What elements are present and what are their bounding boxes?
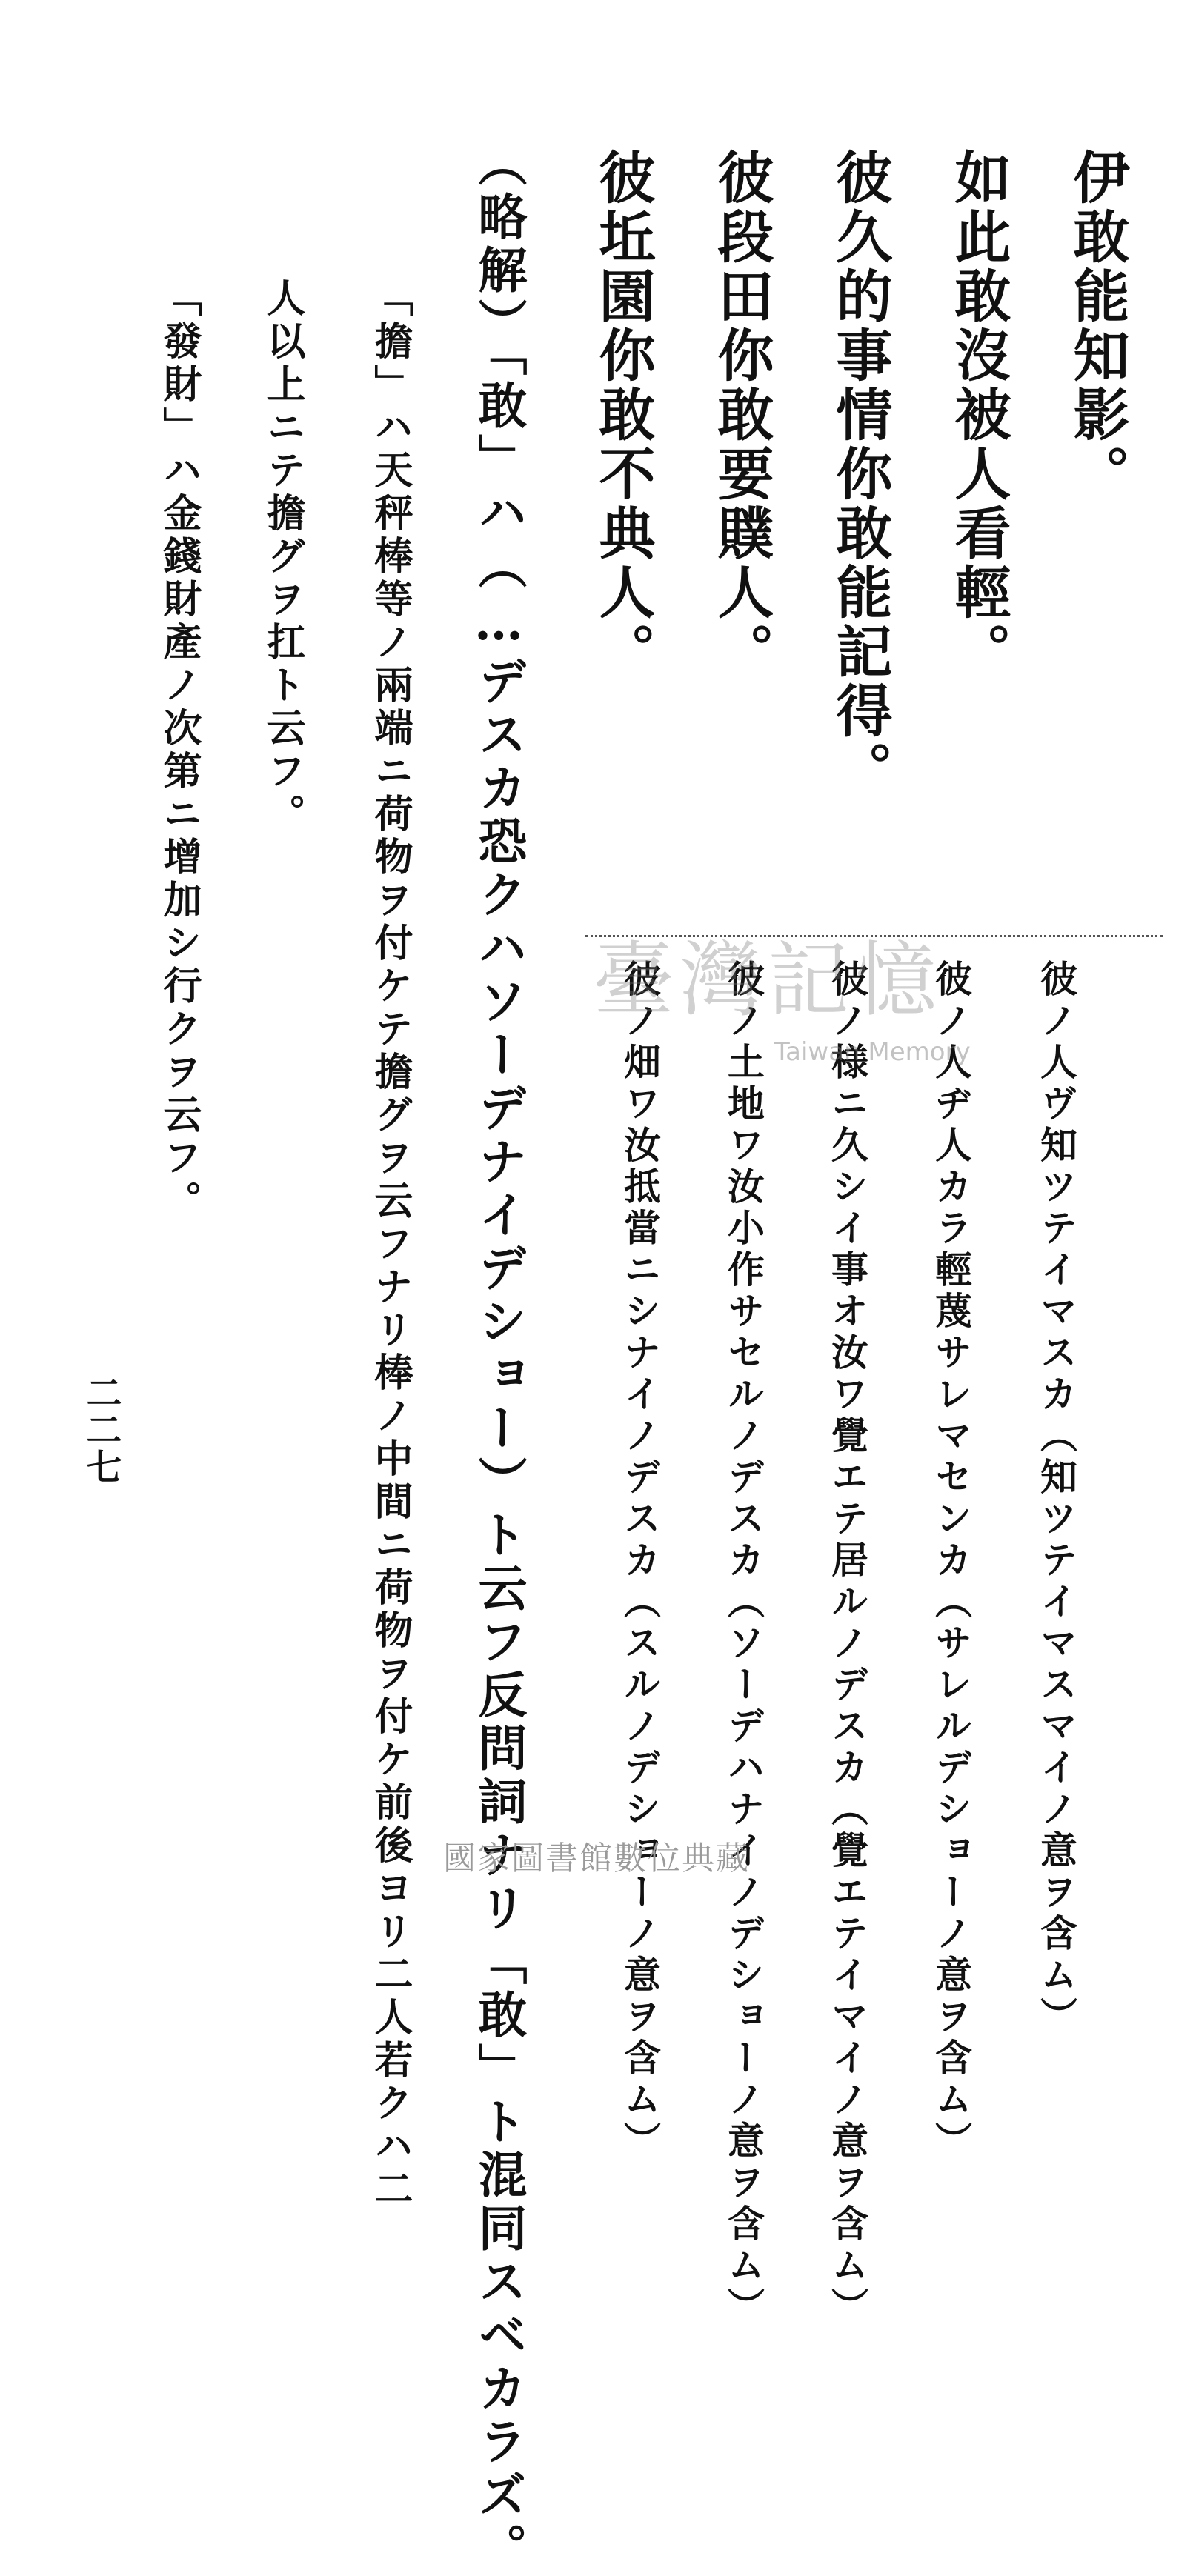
section-divider (585, 935, 1163, 937)
abbreviation-note: （略解）「敢」ハ（…デスカ恐クハソーデナイデショー）ト云フ反問詞ナリ「敢」ト混同スベカラズ。 (470, 138, 528, 2576)
translation-3: 彼ノ様ニ久シイ事オ汝ワ覺エテ居ルノデスカ（覺エテイマイノ意ヲ含ム） (825, 959, 869, 2329)
watermark-sub-text: Taiwan Memory (774, 1037, 971, 1067)
example-sentence-4: 彼段田你敢要贌人。 (708, 148, 774, 682)
example-sentence-3: 彼久的事情你敢能記得。 (827, 148, 893, 800)
dan-note-line-2: 人以上ニテ擔グヲ扛ト云フ。 (260, 278, 305, 836)
example-sentence-2: 如此敢沒被人看輕。 (946, 148, 1011, 682)
facai-note: 「發財」ハ金錢財產ノ次第ニ增加シ行クヲ云フ。 (156, 278, 202, 1223)
translation-2: 彼ノ人ヂ人カラ輕蔑サレマセンカ（サレルデショーノ意ヲ含ム） (929, 959, 973, 2163)
page-number: 二二七 (80, 1374, 122, 1485)
watermark-main-text: 臺灣記憶 (593, 933, 943, 1028)
dan-note-line-1: 「擔」ハ天秤棒等ノ兩端ニ荷物ヲ付ケテ擔グヲ云フナリ棒ノ中間ニ荷物ヲ付ケ前後ヨリ二人若クハ二 (368, 278, 413, 2211)
translation-4: 彼ノ土地ワ汝小作サセルノデスカ（ソーデハナイノデショーノ意ヲ含ム） (722, 959, 765, 2329)
translation-1: 彼ノ人ヴ知ツテイマスカ（知ツテイマスマイノ意ヲ含ム） (1034, 959, 1078, 2038)
example-sentence-1: 伊敢能知影。 (1064, 148, 1130, 504)
footer-credit: 國家圖書館數位典藏 (443, 1840, 750, 1877)
example-sentence-5: 彼坵園你敢不典人。 (590, 148, 656, 682)
translation-5: 彼ノ畑ワ汝抵當ニシナイノデスカ（スルノデショーノ意ヲ含ム） (618, 959, 662, 2163)
